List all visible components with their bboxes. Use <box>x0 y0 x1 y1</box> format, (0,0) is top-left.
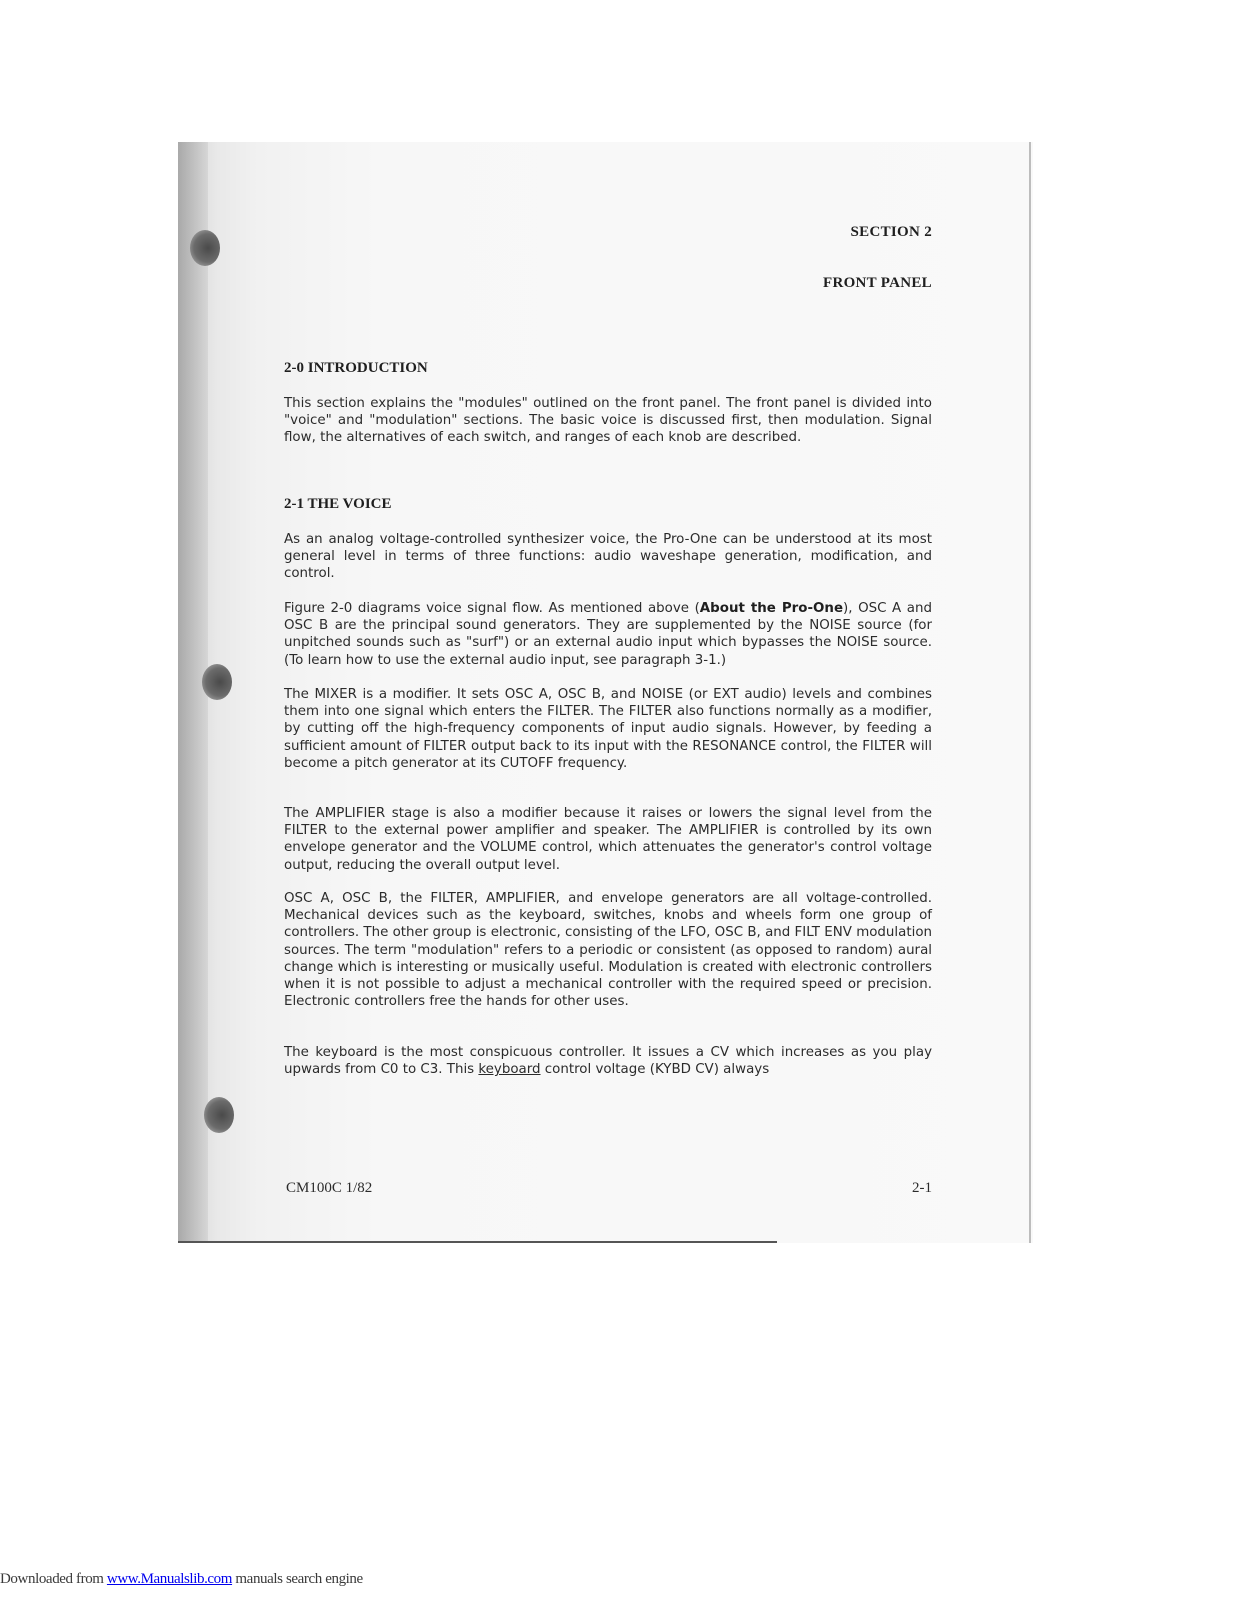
voice-paragraph-5: OSC A, OSC B, the FILTER, AMPLIFIER, and envelope generators are all voltage-controlled. Mechanical devices such as the keyboard, switches, knobs and wheels form one group of controllers. The other group is electronic, consisting of the LFO, OSC B, and FILT ENV modulation sources. The term "modulation" refers to a periodic or consistent (as opposed to random) aural change which is interesting or musically useful. Modulation is created with electronic controllers when it is not possible to adjust a mechanical controller with the required speed or precision. Electronic controllers free the hands for other uses. <box>284 891 932 1010</box>
intro-paragraph: This section explains the "modules" outlined on the front panel. The front panel is divided into "voice" and "modulation" sections. The basic voice is discussed first, then modulation. Signal flow, the alternatives of each switch, and ranges of each knob are described. <box>284 396 932 446</box>
page-bottom-edge <box>178 1241 777 1243</box>
voice-heading: 2-1 THE VOICE <box>284 496 392 512</box>
section-label: SECTION 2 <box>850 224 932 240</box>
keyboard-underlined: keyboard <box>478 1062 541 1078</box>
voice-paragraph-4: The AMPLIFIER stage is also a modifier because it raises or lowers the signal level from the FILTER to the external power amplifier and speaker. The AMPLIFIER is controlled by its own envelope generator and the VOLUME control, which attenuates the generator's control voltage output, reducing the overall output level. <box>284 806 932 873</box>
section-title: FRONT PANEL <box>822 275 932 291</box>
page-right-edge <box>1029 142 1031 1243</box>
voice-paragraph-2: Figure 2-0 diagrams voice signal flow. As mentioned above (About the Pro-One), OSC A and OSC B are the principal sound generators. They are supplemented by the NOISE source (for unpitched sounds such as "surf") or an external audio input which bypasses the NOISE source. (To learn how to use the external audio input, see paragraph 3-1.) <box>284 601 932 668</box>
binder-hole-icon <box>204 1097 234 1133</box>
voice-paragraph-1: As an analog voltage-controlled synthesizer voice, the Pro-One can be understood at its most general level in terms of three functions: audio waveshape generation, modification, and control. <box>284 532 932 582</box>
scanned-page <box>178 142 1033 1243</box>
doc-code: CM100C 1/82 <box>286 1180 373 1196</box>
binder-hole-icon <box>190 230 220 266</box>
download-footer: Downloaded from www.Manualslib.com manuals search engine <box>0 1571 363 1587</box>
intro-heading: 2-0 INTRODUCTION <box>284 360 428 376</box>
page-binding-shadow <box>178 142 208 1243</box>
voice-paragraph-6: The keyboard is the most conspicuous controller. It issues a CV which increases as you play upwards from C0 to C3. This keyboard control voltage (KYBD CV) always <box>284 1045 932 1078</box>
voice-paragraph-3: The MIXER is a modifier. It sets OSC A, OSC B, and NOISE (or EXT audio) levels and combines them into one signal which enters the FILTER. The FILTER also functions normally as a modifier, by cutting off the high-frequency components of input audio signals. However, by feeding a sufficient amount of FILTER output back to its input with the RESONANCE control, the FILTER will become a pitch generator at its CUTOFF frequency. <box>284 687 932 771</box>
about-pro-one-ref: About the Pro-One <box>699 601 844 616</box>
page-number: 2-1 <box>912 1180 932 1196</box>
manualslib-link[interactable]: www.Manualslib.com <box>106 1571 233 1587</box>
binder-hole-icon <box>202 664 232 700</box>
